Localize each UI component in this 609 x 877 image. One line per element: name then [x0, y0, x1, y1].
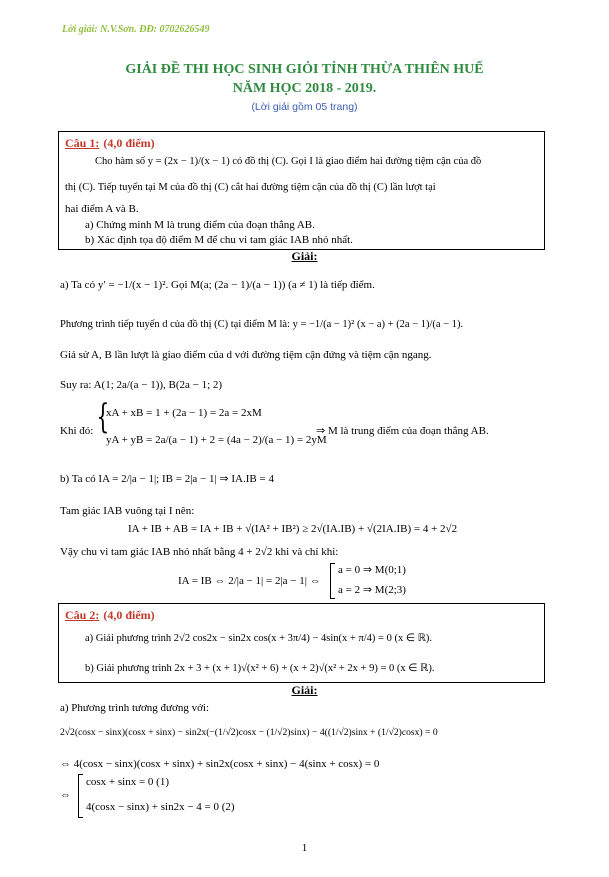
solution-1-line-a4: Suy ra: A(1; 2a/(a − 1)), B(2a − 1; 2)	[60, 379, 223, 391]
solution-2-heading: Giải:	[291, 683, 318, 697]
question-1-line1: Cho hàm số y = (2x − 1)/(x − 1) có đồ thị (C). Gọi I là giao điểm hai đường tiệm cận của đồ	[95, 156, 482, 167]
question-1-points: (4,0 điểm)	[103, 136, 155, 150]
question-2-label: Câu 2:	[65, 608, 100, 622]
solution-1-system-line2: yA + yB = 2a/(a − 1) + 2 = (4a − 2)/(a − 1) = 2yM	[106, 434, 327, 446]
solution-1-line-a3: Giả sử A, B lần lượt là giao điểm của d với đường tiệm cận đứng và tiệm cận ngang.	[60, 349, 432, 361]
solution-1-line-b5: IA = IB ⇔ 2/|a − 1| = 2|a − 1| ⇔	[178, 575, 321, 587]
header-credit: Lời giải: N.V.Sơn. ĐĐ: 0702626549	[62, 24, 210, 35]
solution-1-system-line1: xA + xB = 1 + (2a − 1) = 2a = 2xM	[106, 407, 262, 419]
question-1-box	[58, 131, 545, 250]
solution-1-heading: Giải:	[291, 249, 318, 263]
solution-1-system-label: Khi đó:	[60, 425, 94, 437]
question-2-part-b: b) Giải phương trình 2x + 3 + (x + 1)√(x² + 6) + (x + 2)√(x² + 2x + 9) = 0 (x ∈ ℝ).	[85, 663, 435, 674]
solution-1-line-b2: Tam giác IAB vuông tại I nên:	[60, 505, 195, 517]
system-brace: {	[96, 397, 110, 437]
question-1-line3: hai điểm A và B.	[65, 203, 139, 215]
question-2-part-a: a) Giải phương trình 2√2 cos2x − sin2x cos(x + 3π/4) − 4sin(x + π/4) = 0 (x ∈ ℝ).	[85, 633, 433, 644]
page-number: 1	[301, 842, 308, 854]
solution-2-case-2: 4(cosx − sinx) + sin2x − 4 = 0 (2)	[86, 801, 235, 813]
question-1-header	[65, 134, 155, 152]
cases-bracket	[330, 563, 335, 599]
solution-2-equivalence: ⇔	[60, 789, 71, 801]
solution-2-line-3: ⇔ 4(cosx − sinx)(cosx + sinx) + sin2x(cosx + sinx) − 4(sinx + cosx) = 0	[60, 758, 380, 770]
question-2-box	[58, 603, 545, 683]
solution-1-line-b4: Vậy chu vi tam giác IAB nhỏ nhất bằng 4 + 2√2 khi và chỉ khi:	[60, 546, 339, 558]
question-1-part-b: b) Xác định tọa độ điểm M để chu vi tam giác IAB nhỏ nhất.	[85, 234, 353, 246]
solution-2-bracket	[78, 774, 83, 818]
solution-1-line-a2: Phương trình tiếp tuyến d của đồ thị (C) tại điểm M là: y = −1/(a − 1)² (x − a) + (2a − 1)/(a − 1).	[60, 319, 464, 330]
page-subtitle: (Lời giải gồm 05 trang)	[251, 101, 358, 113]
question-1-line2: thị (C). Tiếp tuyến tại M của đồ thị (C) cắt hai đường tiệm cận của đồ thị (C) lần lượt tại	[65, 182, 436, 193]
solution-1-case-1: a = 0 ⇒ M(0;1)	[338, 564, 406, 576]
solution-1-line-b1: b) Ta có IA = 2/|a − 1|; IB = 2|a − 1| ⇒ IA.IB = 4	[60, 473, 274, 485]
question-1-part-a: a) Chứng minh M là trung điểm của đoạn thẳng AB.	[85, 219, 315, 231]
page-title: GIẢI ĐỀ THI HỌC SINH GIỎI TỈNH THỪA THIÊN HUẾ	[125, 62, 484, 77]
question-1-label: Câu 1:	[65, 136, 100, 150]
solution-1-system-result: ⇒ M là trung điểm của đoạn thẳng AB.	[316, 425, 489, 437]
solution-1-case-2: a = 2 ⇒ M(2;3)	[338, 584, 406, 596]
question-2-header	[65, 606, 155, 624]
solution-1-line-b3: IA + IB + AB = IA + IB + √(IA² + IB²) ≥ 2√(IA.IB) + √(2IA.IB) = 4 + 2√2	[128, 523, 458, 535]
solution-2-line-1: a) Phương trình tương đương với:	[60, 702, 210, 714]
question-2-points: (4,0 điểm)	[103, 608, 155, 622]
page-title-year: NĂM HỌC 2018 - 2019.	[232, 81, 377, 96]
solution-2-case-1: cosx + sinx = 0 (1)	[86, 776, 169, 788]
solution-2-line-2: 2√2(cosx − sinx)(cosx + sinx) − sin2x(−(1/√2)cosx − (1/√2)sinx) − 4((1/√2)sinx + (1/√2)cosx) = 0	[60, 727, 438, 738]
solution-1-line-a1: a) Ta có y′ = −1/(x − 1)². Gọi M(a; (2a − 1)/(a − 1)) (a ≠ 1) là tiếp điểm.	[60, 279, 375, 291]
